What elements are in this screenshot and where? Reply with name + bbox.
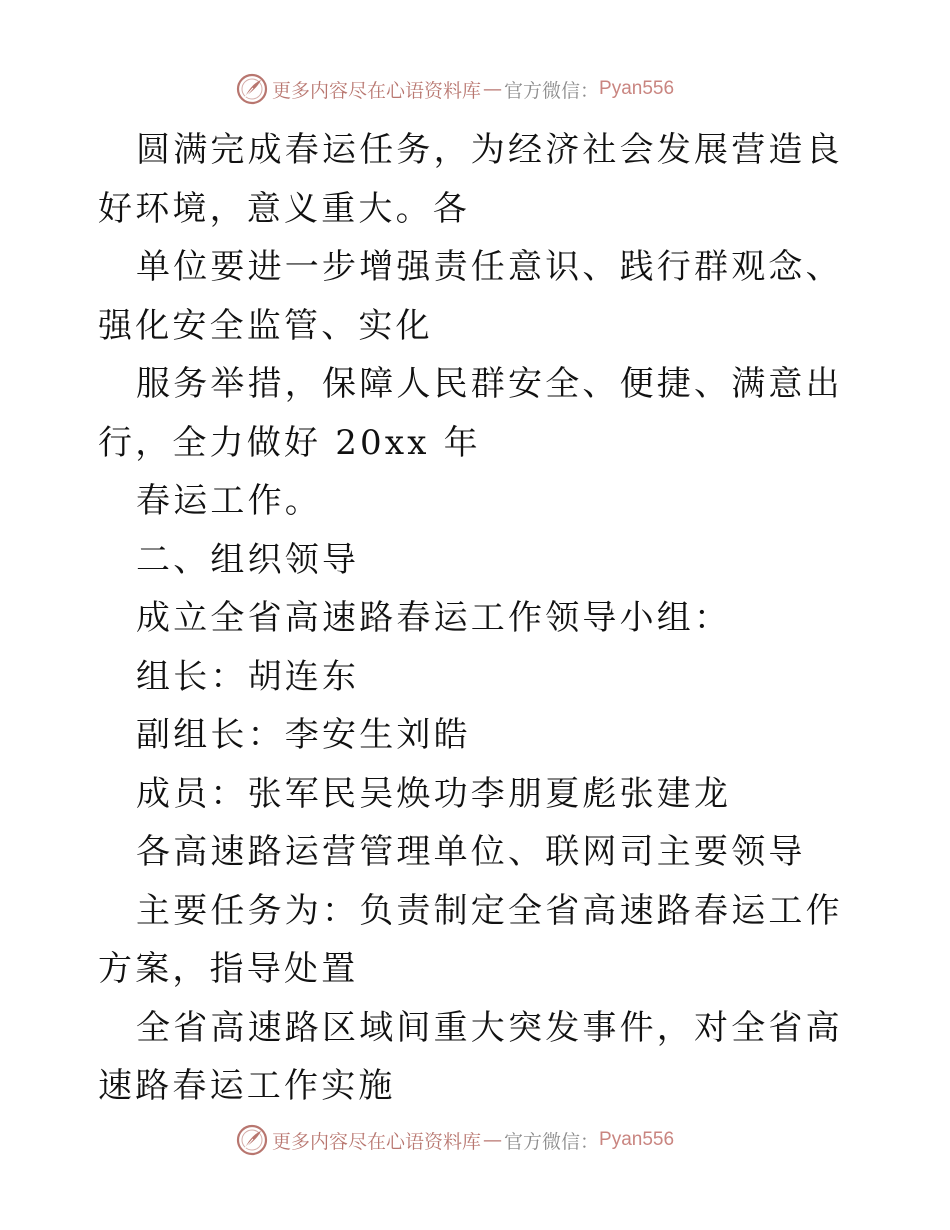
paragraph: 各高速路运营管理单位、联网司主要领导 xyxy=(136,832,806,872)
site-name-text: 更多内容尽在心语资料库 xyxy=(272,79,482,102)
wechat-id: Pyan556 xyxy=(599,78,675,99)
wechat-label: 官方微信： xyxy=(504,79,600,102)
site-name-text: 更多内容尽在心语资料库 xyxy=(272,1130,482,1153)
feather-pen-logo-icon xyxy=(236,73,268,105)
paragraph: 主要任务为：负责制定全省高速路春运工作方案，指导处置 xyxy=(98,890,843,989)
document-body xyxy=(98,121,858,1116)
paragraph: 全省高速路区域间重大突发事件，对全省高速路春运工作实施 xyxy=(98,1007,843,1106)
banner-dash: — xyxy=(483,78,503,100)
paragraph: 单位要进一步增强责任意识、践行群观念、强化安全监管、实化 xyxy=(98,247,843,346)
feather-pen-logo-icon xyxy=(236,1124,268,1156)
paragraph: 副组长：李安生刘皓 xyxy=(136,715,471,755)
paragraph: 服务举措，保障人民群安全、便捷、满意出行，全力做好 20xx 年 xyxy=(98,364,843,463)
paragraph: 组长：胡连东 xyxy=(136,656,360,697)
paragraph: 成立全省高速路春运工作领导小组： xyxy=(136,598,732,638)
banner-dash: — xyxy=(483,1129,503,1151)
section-heading: 二、组织领导 xyxy=(136,539,360,580)
paragraph: 圆满完成春运任务，为经济社会发展营造良好环境，意义重大。各 xyxy=(98,130,843,229)
paragraph: 春运工作。 xyxy=(136,481,322,521)
wechat-id: Pyan556 xyxy=(599,1129,675,1150)
header-watermark-banner xyxy=(236,72,674,106)
wechat-label: 官方微信： xyxy=(504,1130,600,1153)
footer-watermark-banner xyxy=(236,1123,674,1157)
paragraph: 成员：张军民吴焕功李朋夏彪张建龙 xyxy=(136,773,732,814)
